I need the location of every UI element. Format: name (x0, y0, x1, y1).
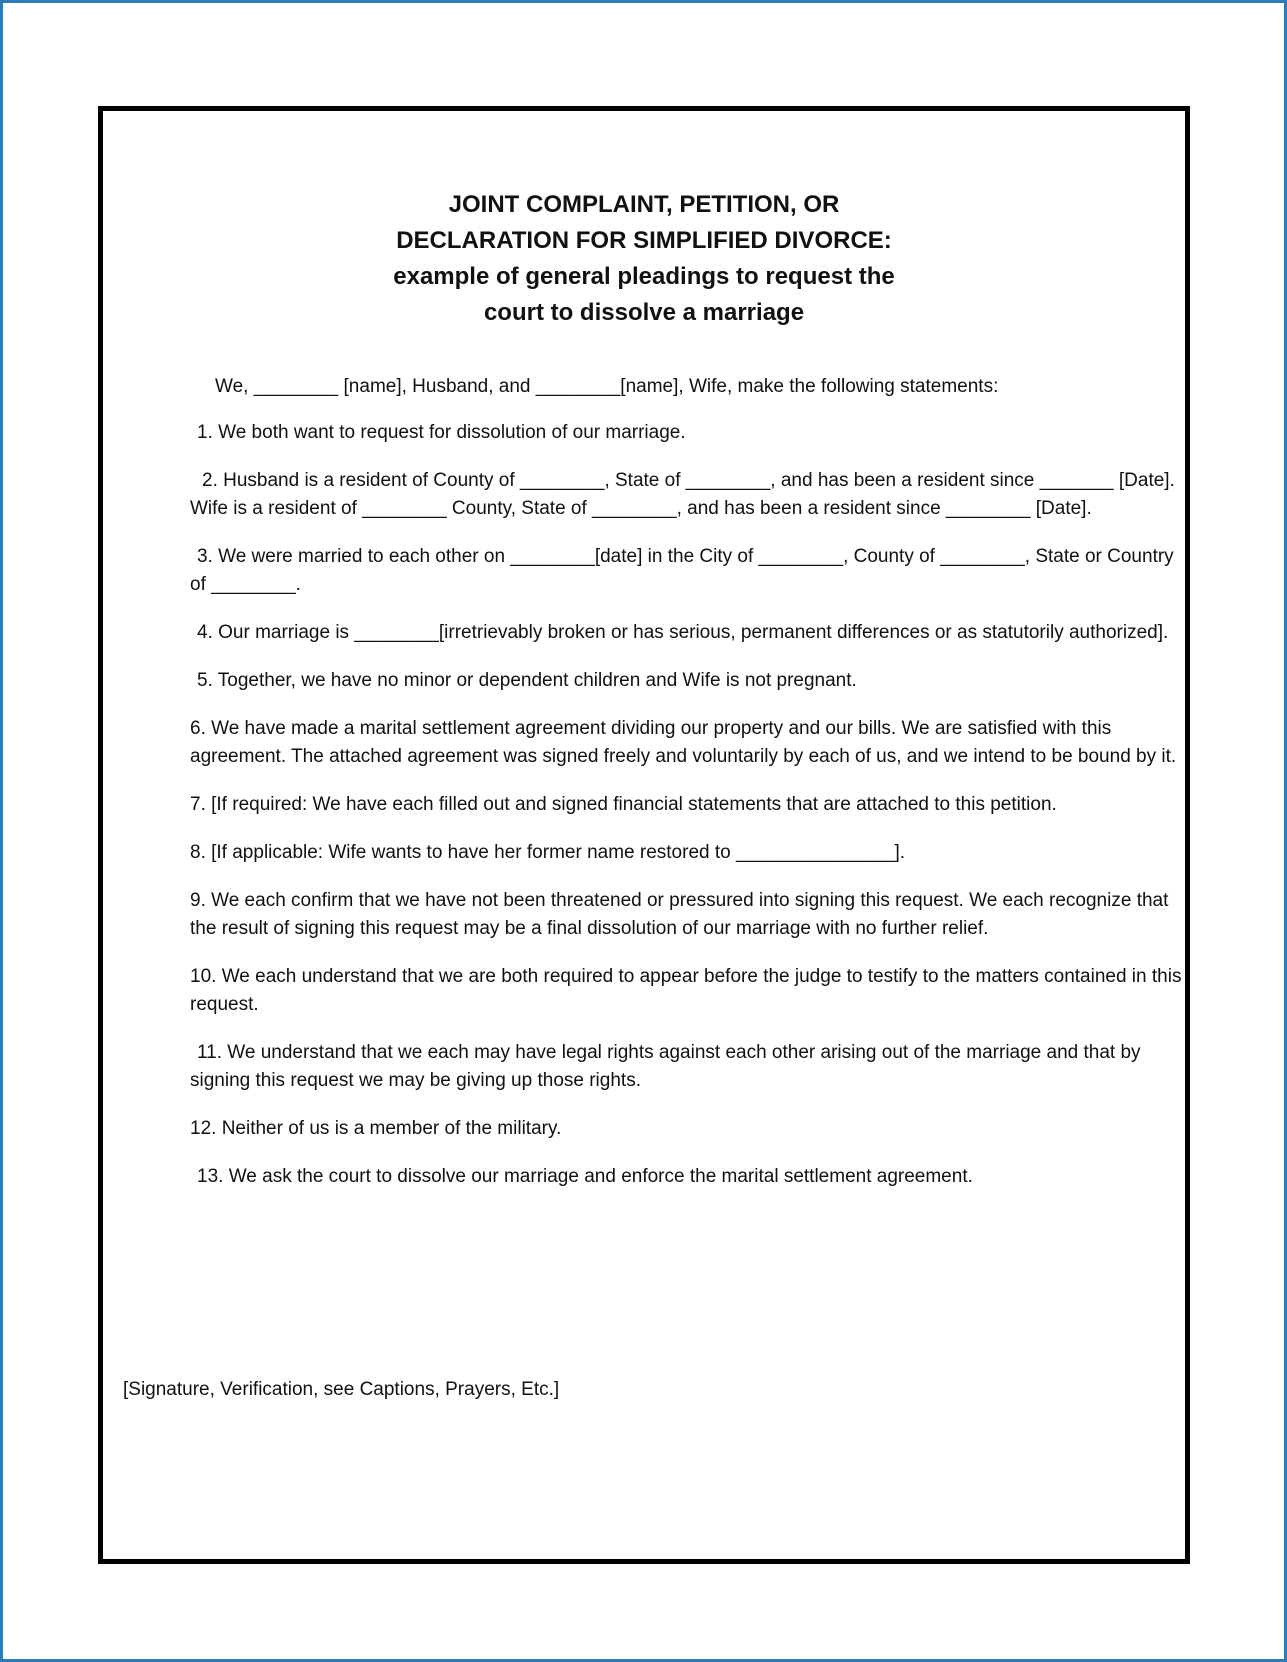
statement-item-5: 5. Together, we have no minor or dependent children and Wife is not pregnant. (197, 670, 857, 691)
title-line-4: court to dissolve a marriage (483, 299, 805, 326)
title-line-3: example of general pleadings to request the (393, 263, 895, 290)
statement-item-6: 6. We have made a marital settlement agreement dividing our property and our bills. We are satisfied with this agreement. The attached agreement was signed freely and voluntarily by each of us, and we intend to be bound by it. (190, 718, 1177, 767)
statement-item-3: 3. We were married to each other on ________[date] in the City of ________, County of ________, State or Country of ________. (190, 546, 1174, 595)
statement-item-8: 8. [If applicable: Wife wants to have her former name restored to _______________]. (190, 842, 906, 863)
statement-item-7: 7. [If required: We have each filled out and signed financial statements that are attached to this petition. (190, 794, 1057, 815)
document-title (103, 187, 1185, 331)
statement-item-12: 12. Neither of us is a member of the military. (190, 1118, 562, 1139)
statement-list (190, 419, 1185, 1211)
statement-item-4: 4. Our marriage is ________[irretrievably broken or has serious, permanent differences or as statutorily authorized]. (197, 622, 1169, 643)
intro-statement: We, ________ [name], Husband, and ________[name], Wife, make the following statements: (215, 376, 999, 397)
title-line-2: DECLARATION FOR SIMPLIFIED DIVORCE: (396, 227, 892, 254)
title-line-1: JOINT COMPLAINT, PETITION, OR (448, 191, 840, 218)
statement-item-13: 13. We ask the court to dissolve our marriage and enforce the marital settlement agreement. (197, 1166, 973, 1187)
statement-item-9: 9. We each confirm that we have not been threatened or pressured into signing this request. We each recognize that the result of signing this request may be a final dissolution of our marriage with no further relief. (190, 890, 1169, 939)
statement-item-2: 2. Husband is a resident of County of ________, State of ________, and has been a resident since _______ [Date]. Wife is a resident of ________ County, State of ________, and has been a resident since ________ [Date]. (190, 470, 1175, 519)
statement-item-10: 10. We each understand that we are both required to appear before the judge to testify to the matters contained in this request. (190, 966, 1182, 1015)
statement-item-11: 11. We understand that we each may have legal rights against each other arising out of the marriage and that by signing this request we may be giving up those rights. (190, 1042, 1141, 1091)
statement-item-1: 1. We both want to request for dissolution of our marriage. (197, 422, 686, 443)
document-page (98, 106, 1190, 1564)
signature-note: [Signature, Verification, see Captions, Prayers, Etc.] (123, 1379, 560, 1400)
